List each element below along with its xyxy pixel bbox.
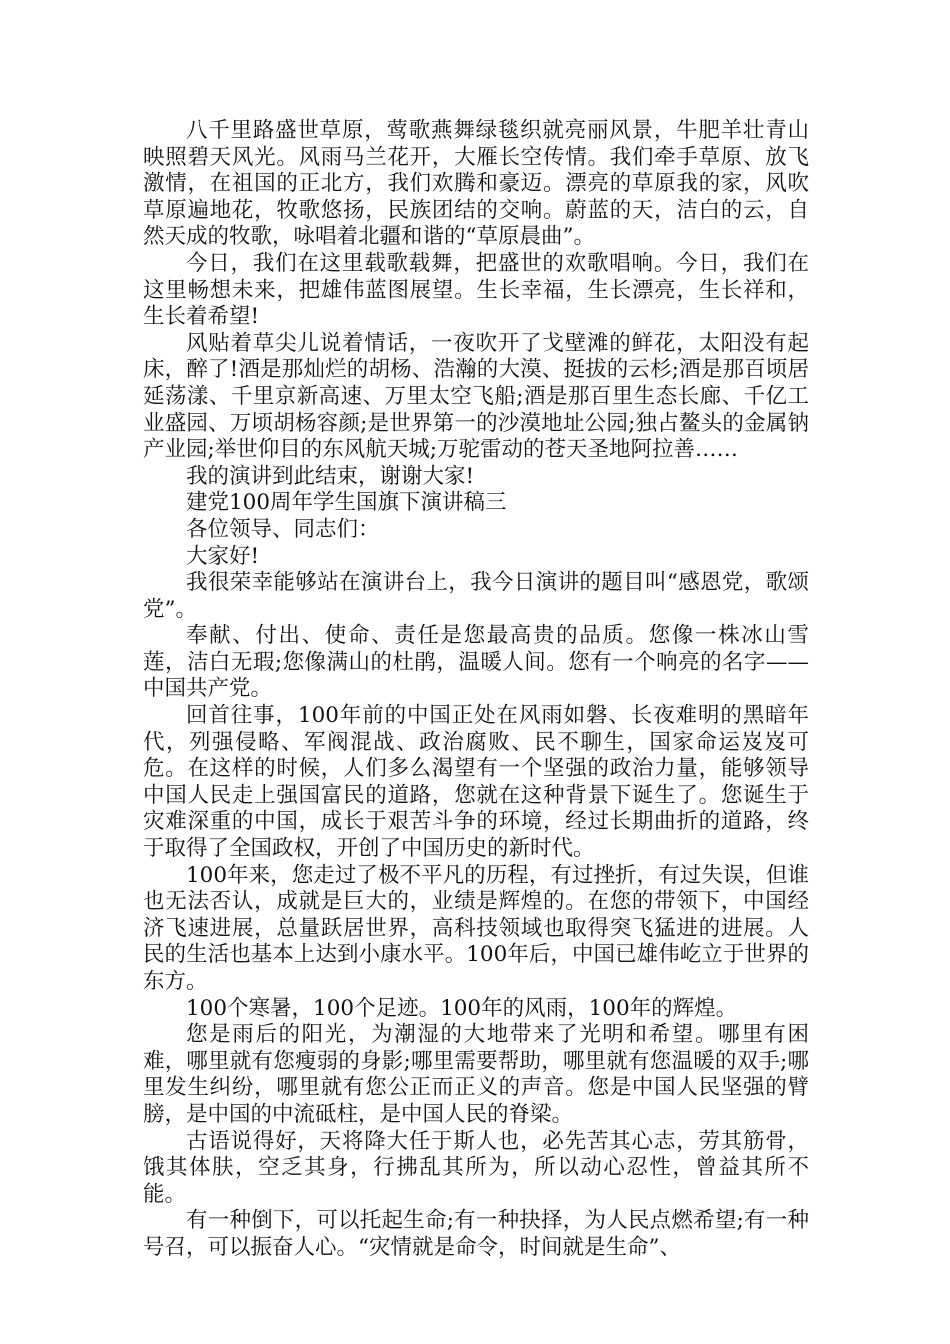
- paragraph-100-summers: 100个寒暑，100个足迹。100年的风雨，100年的辉煌。: [186, 995, 738, 1021]
- document-body: [143, 118, 809, 1262]
- paragraph-wind-grass: 风贴着草尖儿说着情话，一夜吹开了戈壁滩的鲜花，太阳没有起床，醉了!酒是那灿烂的胡杨、浩瀚的大漠、挺拔的云杉;酒是那百顷居延荡漾、千里京新高速、万里太空飞船;酒是那百里生态长廊、千亿工业盛园、万顷胡杨容颜;是世界第一的沙漠地址公园;独占鳌头的金属钠产业园;举世仰目的东风航天城;万驼雷动的苍天圣地阿拉善……: [143, 330, 809, 463]
- paragraph-grassland-intro: 八千里路盛世草原，莺歌燕舞绿毯织就亮丽风景，牛肥羊壮青山映照碧天风光。风雨马兰花开，大雁长空传情。我们牵手草原、放飞激情，在祖国的正北方，我们欢腾和豪迈。漂亮的草原我的家，风吹草原遍地花，牧歌悠扬，民族团结的交响。蔚蓝的天，洁白的云，自然天成的牧歌，咏唱着北疆和谐的“草原晨曲”。: [143, 118, 809, 250]
- paragraph-dedication: 奉献、付出、使命、责任是您最高贵的品质。您像一株冰山雪莲，洁白无瑕;您像满山的杜鹃，温暖人间。您有一个响亮的名字——中国共产党。: [143, 623, 809, 702]
- paragraph-today-singing: 今日，我们在这里载歌载舞，把盛世的欢歌唱响。今日，我们在这里畅想未来，把雄伟蓝图展望。生长幸福，生长漂亮，生长祥和，生长着希望!: [143, 250, 809, 330]
- salutation-leaders: 各位领导、同志们：: [186, 516, 380, 542]
- paragraph-sunshine: 您是雨后的阳光，为潮湿的大地带来了光明和希望。哪里有困难，哪里就有您瘦弱的身影;哪里需要帮助，哪里就有您温暖的双手;哪里发生纠纷，哪里就有您公正而正义的声音。您是中国人民坚强的臂膀，是中国的中流砥柱，是中国人民的脊梁。: [143, 1022, 809, 1127]
- paragraph-look-back: 回首往事，100年前的中国正处在风雨如磐、长夜难明的黑暗年代，列强侵略、军阀混战、政治腐败、民不聊生，国家命运岌岌可危。在这样的时候，人们多么渴望有一个坚强的政治力量，能够领导中国人民走上强国富民的道路，您就在这种背景下诞生了。您诞生于灾难深重的中国，成长于艰苦斗争的环境，经过长期曲折的道路，终于取得了全国政权，开创了中国历史的新时代。: [143, 703, 809, 862]
- greeting-everyone: 大家好!: [186, 543, 260, 569]
- paragraph-ancient-saying: 古语说得好，天将降大任于斯人也，必先苦其心志，劳其筋骨，饿其体肤，空乏其身，行拂乱其所为，所以动心忍性，曾益其所不能。: [143, 1128, 809, 1207]
- paragraph-falling-down: 有一种倒下，可以托起生命;有一种抉择，为人民点燃希望;有一种号召，可以振奋人心。“灾情就是命令，时间就是生命”、: [143, 1208, 809, 1260]
- paragraph-speech-end: 我的演讲到此结束，谢谢大家!: [186, 463, 475, 489]
- paragraph-100-years: 100年来，您走过了极不平凡的历程，有过挫折，有过失误，但谁也无法否认，成就是巨大的，业绩是辉煌的。在您的带领下，中国经济飞速进展，总量跃居世界，高科技领域也取得突飞猛进的进展。人民的生活也基本上达到小康水平。100年后，中国已雄伟屹立于世界的东方。: [143, 862, 809, 994]
- paragraph-speech-topic: 我很荣幸能够站在演讲台上，我今日演讲的题目叫“感恩党，歌颂党”。: [143, 570, 809, 622]
- speech-three-title: 建党100周年学生国旗下演讲稿三: [186, 490, 507, 516]
